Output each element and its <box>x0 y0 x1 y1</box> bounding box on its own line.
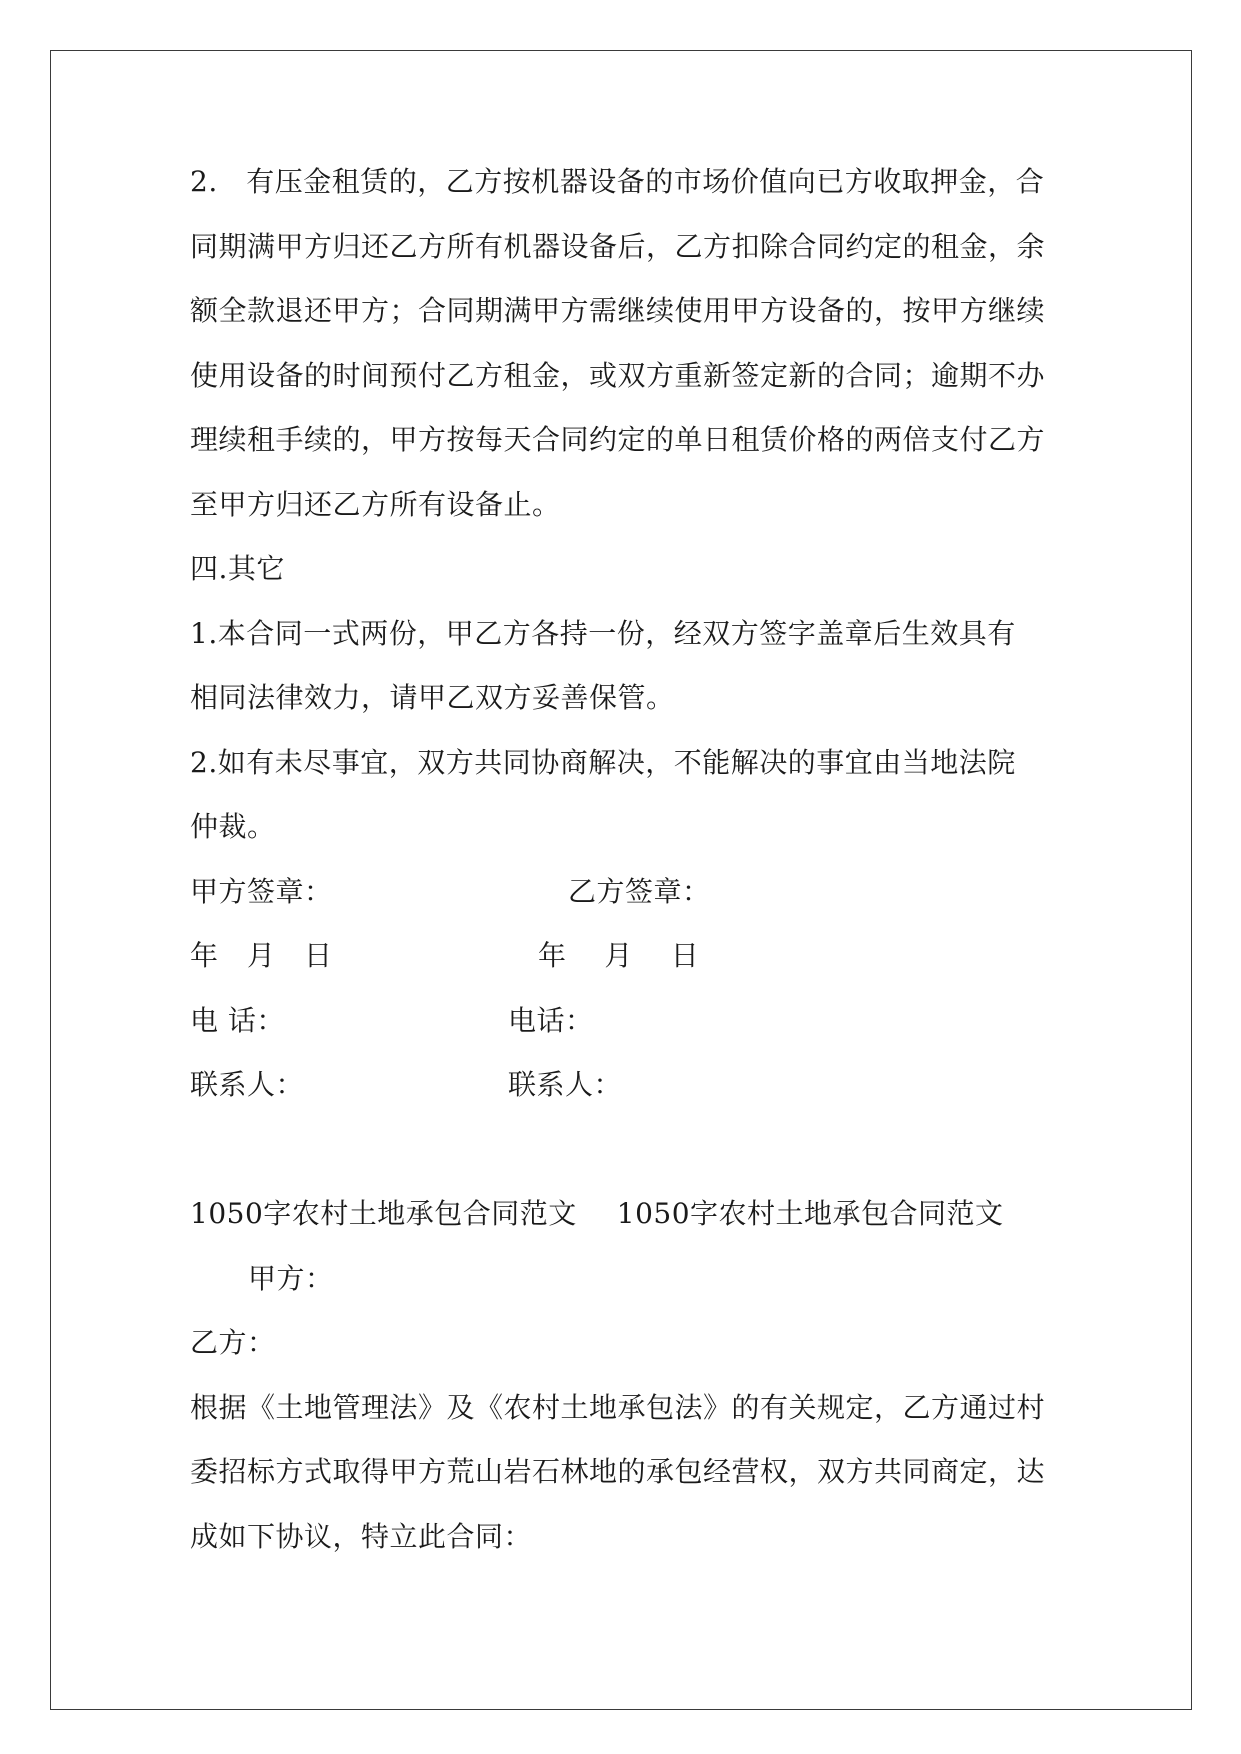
spacer <box>190 1128 1060 1193</box>
party-b-seal-label: 乙方签章： <box>568 874 711 908</box>
paragraph-line: 额全款退还甲方；合同期满甲方需继续使用甲方设备的，按甲方继续 <box>190 294 1046 327</box>
deposit-paragraph <box>190 160 1060 547</box>
paragraph-line: 委招标方式取得甲方荒山岩石林地的承包经营权，双方共同商定，达 <box>190 1455 1046 1488</box>
paragraph-line: 使用设备的时间预付乙方租金，或双方重新签定新的合同；逾期不办 <box>190 358 1046 392</box>
contract-title-row <box>190 1192 1060 1257</box>
party-b-label: 乙方： <box>190 1326 276 1359</box>
paragraph-line: 理续租手续的，甲方按每天合同约定的单日租赁价格的两倍支付乙方 <box>190 423 1046 456</box>
contract-title: 1050字农村土地承包合同范文 <box>190 1197 577 1230</box>
party-b-phone-label: 电话： <box>508 1003 594 1037</box>
clause-1 <box>190 612 1060 741</box>
paragraph-line: 2. 有压金租赁的，乙方按机器设备的市场价值向已方收取押金，合 <box>190 165 1045 198</box>
section-heading-other: 四.其它 <box>190 552 285 585</box>
party-a-seal-label: 甲方签章： <box>190 874 333 908</box>
contract-title-repeat: 1050字农村土地承包合同范文 <box>616 1197 1004 1230</box>
party-b-contact-label: 联系人： <box>508 1068 623 1101</box>
paragraph-line: 同期满甲方归还乙方所有机器设备后，乙方扣除合同约定的租金，余 <box>190 229 1046 263</box>
document-body <box>190 160 1060 1579</box>
paragraph-line: 根据《土地管理法》及《农村土地承包法》的有关规定，乙方通过村 <box>190 1390 1046 1424</box>
party-a-phone-label: 电 话： <box>190 1003 285 1037</box>
party-b-date-label: 年 月 日 <box>538 939 700 972</box>
signature-row <box>190 870 1060 935</box>
contract-intro <box>190 1386 1060 1580</box>
party-a-date-label: 年 月 日 <box>190 939 333 972</box>
paragraph-line: 成如下协议，特立此合同： <box>190 1519 533 1553</box>
paragraph-line: 2.如有未尽事宜，双方共同协商解决，不能解决的事宜由当地法院 <box>190 745 1016 779</box>
phone-row <box>190 999 1060 1064</box>
paragraph-line: 1.本合同一式两份，甲乙方各持一份，经双方签字盖章后生效具有 <box>190 616 1016 650</box>
paragraph-line: 至甲方归还乙方所有设备止。 <box>190 487 561 521</box>
clause-2 <box>190 741 1060 870</box>
paragraph-line: 相同法律效力，请甲乙双方妥善保管。 <box>190 681 675 714</box>
date-row <box>190 934 1060 999</box>
contact-row <box>190 1063 1060 1128</box>
party-a-contact-label: 联系人： <box>190 1068 305 1101</box>
party-a-label: 甲方： <box>248 1261 334 1295</box>
paragraph-line: 仲裁。 <box>190 810 276 843</box>
